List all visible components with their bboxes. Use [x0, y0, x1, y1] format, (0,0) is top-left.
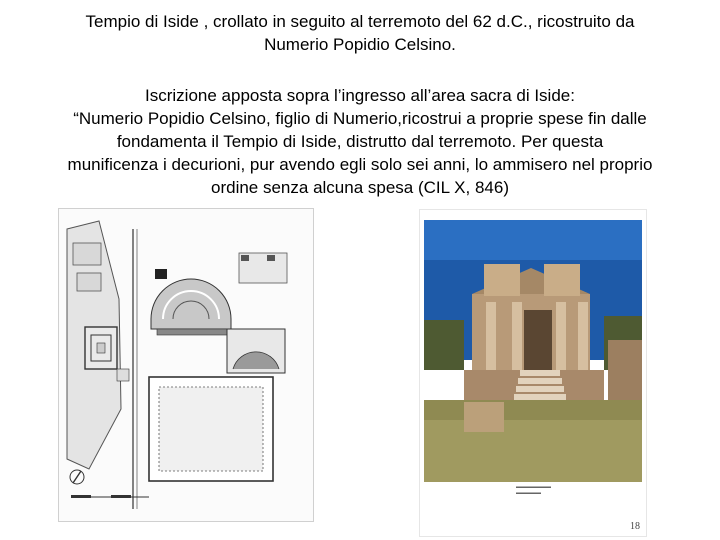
title-line-1: Tempio di Iside , crollato in seguito al terremoto del 62 d.C., ricostruito da — [85, 12, 635, 31]
temple-photo-drawing — [424, 220, 642, 482]
photo-caption: ▬▬▬▬▬▬▬ ▬▬▬▬▬ — [516, 484, 551, 496]
slide-title — [30, 10, 690, 56]
page-number: 18 — [630, 521, 640, 532]
inscription-line-2: “Numerio Popidio Celsino, figlio di Numerio,ricostrui a proprie spese fin dalle — [73, 109, 647, 128]
title-line-2: Numerio Popidio Celsino. — [264, 35, 456, 54]
temple-plan-image — [58, 208, 314, 522]
inscription-line-5: ordine senza alcuna spesa (CIL X, 846) — [211, 178, 509, 197]
inscription-text — [30, 84, 690, 199]
inscription-line-1: Iscrizione apposta sopra l’ingresso all’area sacra di Iside: — [145, 86, 575, 105]
temple-photo-page — [420, 210, 646, 536]
temple-photo — [424, 220, 642, 482]
temple-plan-drawing — [59, 209, 313, 521]
inscription-line-4: munificenza i decurioni, pur avendo egli solo sei anni, lo ammisero nel proprio — [67, 155, 653, 174]
inscription-line-3: fondamenta il Tempio di Iside, distrutto dal terremoto. Per questa — [116, 132, 604, 151]
